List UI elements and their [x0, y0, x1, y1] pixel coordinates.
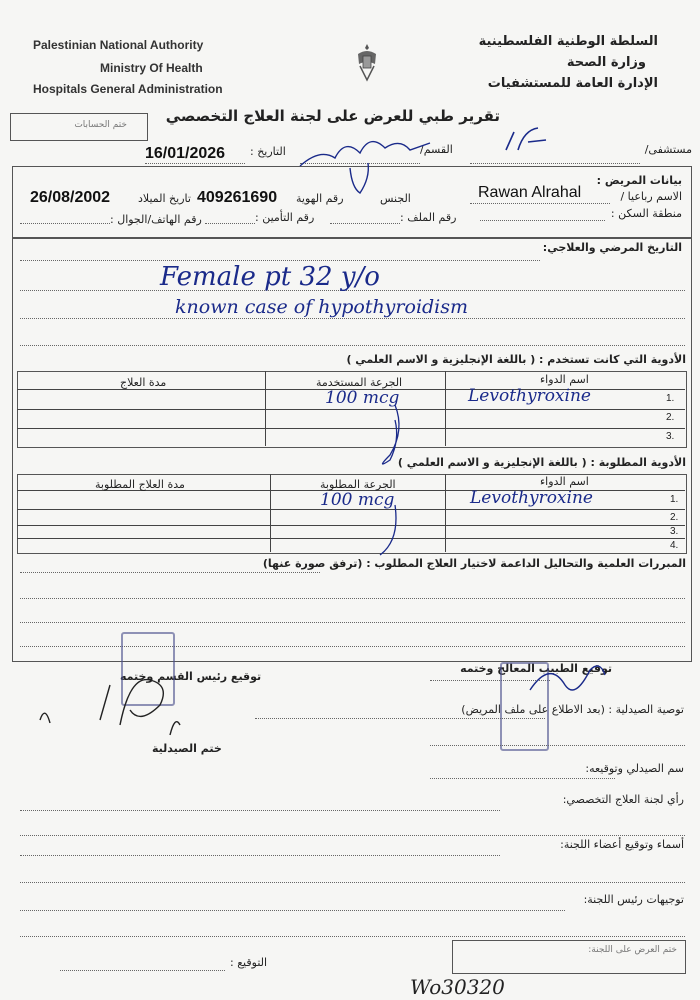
patient-insurance-label: رقم التأمين :: [255, 211, 315, 224]
patient-id-value: 409261690: [197, 189, 278, 206]
report-date-value: 16/01/2026: [145, 145, 226, 162]
justification-label: المبررات العلمية والتحاليل الداعمة لاختيار العلاج المطلوب : (ترفق صورة عنها): [262, 557, 686, 570]
patient-phone-label: رقم الهاتف/الجوال :: [110, 213, 202, 226]
header-en-ministry: Ministry Of Health: [100, 61, 203, 75]
required-meds-row-4: 4.: [670, 540, 679, 551]
required-meds-drug-handwriting: Levothyroxine: [470, 488, 593, 508]
header-ar-authority: السلطة الوطنية الفلسطينية: [478, 34, 658, 49]
header-ar-ministry: وزارة الصحة: [566, 55, 646, 70]
doctor-sign-label: توقيع الطبيب المعالج وختمه: [460, 662, 612, 675]
required-meds-dose-handwriting: 100 mcg: [320, 490, 395, 510]
accounts-stamp-box: [10, 113, 148, 141]
required-meds-row-2: 2.: [670, 512, 679, 523]
pharmacist-label: سم الصيدلي وتوقيعه:: [585, 762, 684, 775]
required-meds-row-3: 3.: [670, 526, 679, 537]
current-meds-label: الأدوية التي كانت تستخدم : ( باللغة الإنجليزية و الاسم العلمي ): [346, 353, 686, 366]
required-meds-col-duration: مدة العلاج المطلوبة: [95, 478, 185, 491]
current-meds-row-2: 2.: [666, 412, 675, 423]
report-date-label: التاريخ :: [250, 145, 286, 158]
current-meds-col-duration: مدة العلاج: [120, 376, 167, 389]
head-sign-label: توقيع رئيس القسم وختمه: [120, 670, 262, 683]
history-label: التاريخ المرضي والعلاجي:: [542, 241, 682, 254]
committee-stamp-label: ختم العرض على اللجنة:: [588, 945, 677, 955]
history-handwriting-line2: known case of hypothyroidism: [175, 296, 469, 318]
patient-dob-label: تاريخ الميلاد: [138, 192, 191, 205]
patient-name-value: Rawan Alrahal: [478, 184, 582, 201]
committee-members-label: أسماء وتوقيع أعضاء اللجنة:: [560, 838, 684, 851]
patient-id-label: رقم الهوية: [296, 192, 344, 205]
committee-opinion-label: رأي لجنة العلاج التخصصي:: [562, 793, 684, 806]
footer-code: Wo30320: [410, 975, 505, 999]
current-meds-drug-handwriting: Levothyroxine: [468, 386, 591, 406]
doctor-signature: [520, 650, 610, 710]
patient-region-label: منطقة السكن :: [610, 207, 682, 220]
department-handwriting: [498, 120, 558, 160]
header-ar-administration: الإدارة العامة للمستشفيات: [487, 76, 658, 91]
patient-dob-value: 26/08/2002: [30, 189, 111, 206]
history-handwriting-line1: Female pt 32 y/o: [160, 262, 380, 292]
committee-sign-label: التوقيع :: [230, 956, 268, 969]
pharmacy-reco-label: توصية الصيدلية : (بعد الاطلاع على ملف المريض): [461, 703, 684, 716]
required-meds-col-name: اسم الدواء: [540, 475, 589, 488]
current-meds-col-name: اسم الدواء: [540, 373, 589, 386]
committee-chair-label: توجيهات رئيس اللجنة:: [583, 893, 684, 906]
patient-section-label: بيانات المريض :: [596, 174, 682, 187]
patient-file-label: رقم الملف :: [400, 211, 457, 224]
committee-stamp-box: [452, 940, 686, 974]
form-title: تقرير طبي للعرض على لجنة العلاج التخصصي: [165, 107, 500, 125]
hospital-label: مستشفى/: [644, 143, 692, 156]
eagle-emblem-icon: [355, 42, 379, 84]
required-meds-row-1: 1.: [670, 494, 679, 505]
required-meds-label: الأدوية المطلوبة : ( باللغة الإنجليزية و الاسم العلمي ): [397, 456, 686, 469]
patient-name-label: الاسم رباعيا /: [620, 190, 682, 203]
department-label: القسم/: [420, 143, 453, 156]
accounts-stamp-label: ختم الحسابات: [74, 120, 127, 130]
doctor-signature-top: [290, 128, 440, 198]
current-meds-row-1: 1.: [666, 393, 675, 404]
dose-handwriting-stroke: [370, 400, 410, 560]
current-meds-col-dose: الجرعة المستخدمة: [316, 376, 403, 389]
required-meds-col-dose: الجرعة المطلوبة: [320, 478, 396, 491]
header-en-authority: Palestinian National Authority: [33, 38, 204, 52]
header-en-administration: Hospitals General Administration: [33, 82, 223, 96]
current-meds-row-3: 3.: [666, 431, 675, 442]
head-signature: [30, 665, 210, 745]
pharmacy-stamp-label: ختم الصيدلية: [152, 742, 222, 755]
current-meds-dose-handwriting: 100 mcg: [325, 388, 400, 408]
patient-gender-label: الجنس: [380, 192, 411, 205]
